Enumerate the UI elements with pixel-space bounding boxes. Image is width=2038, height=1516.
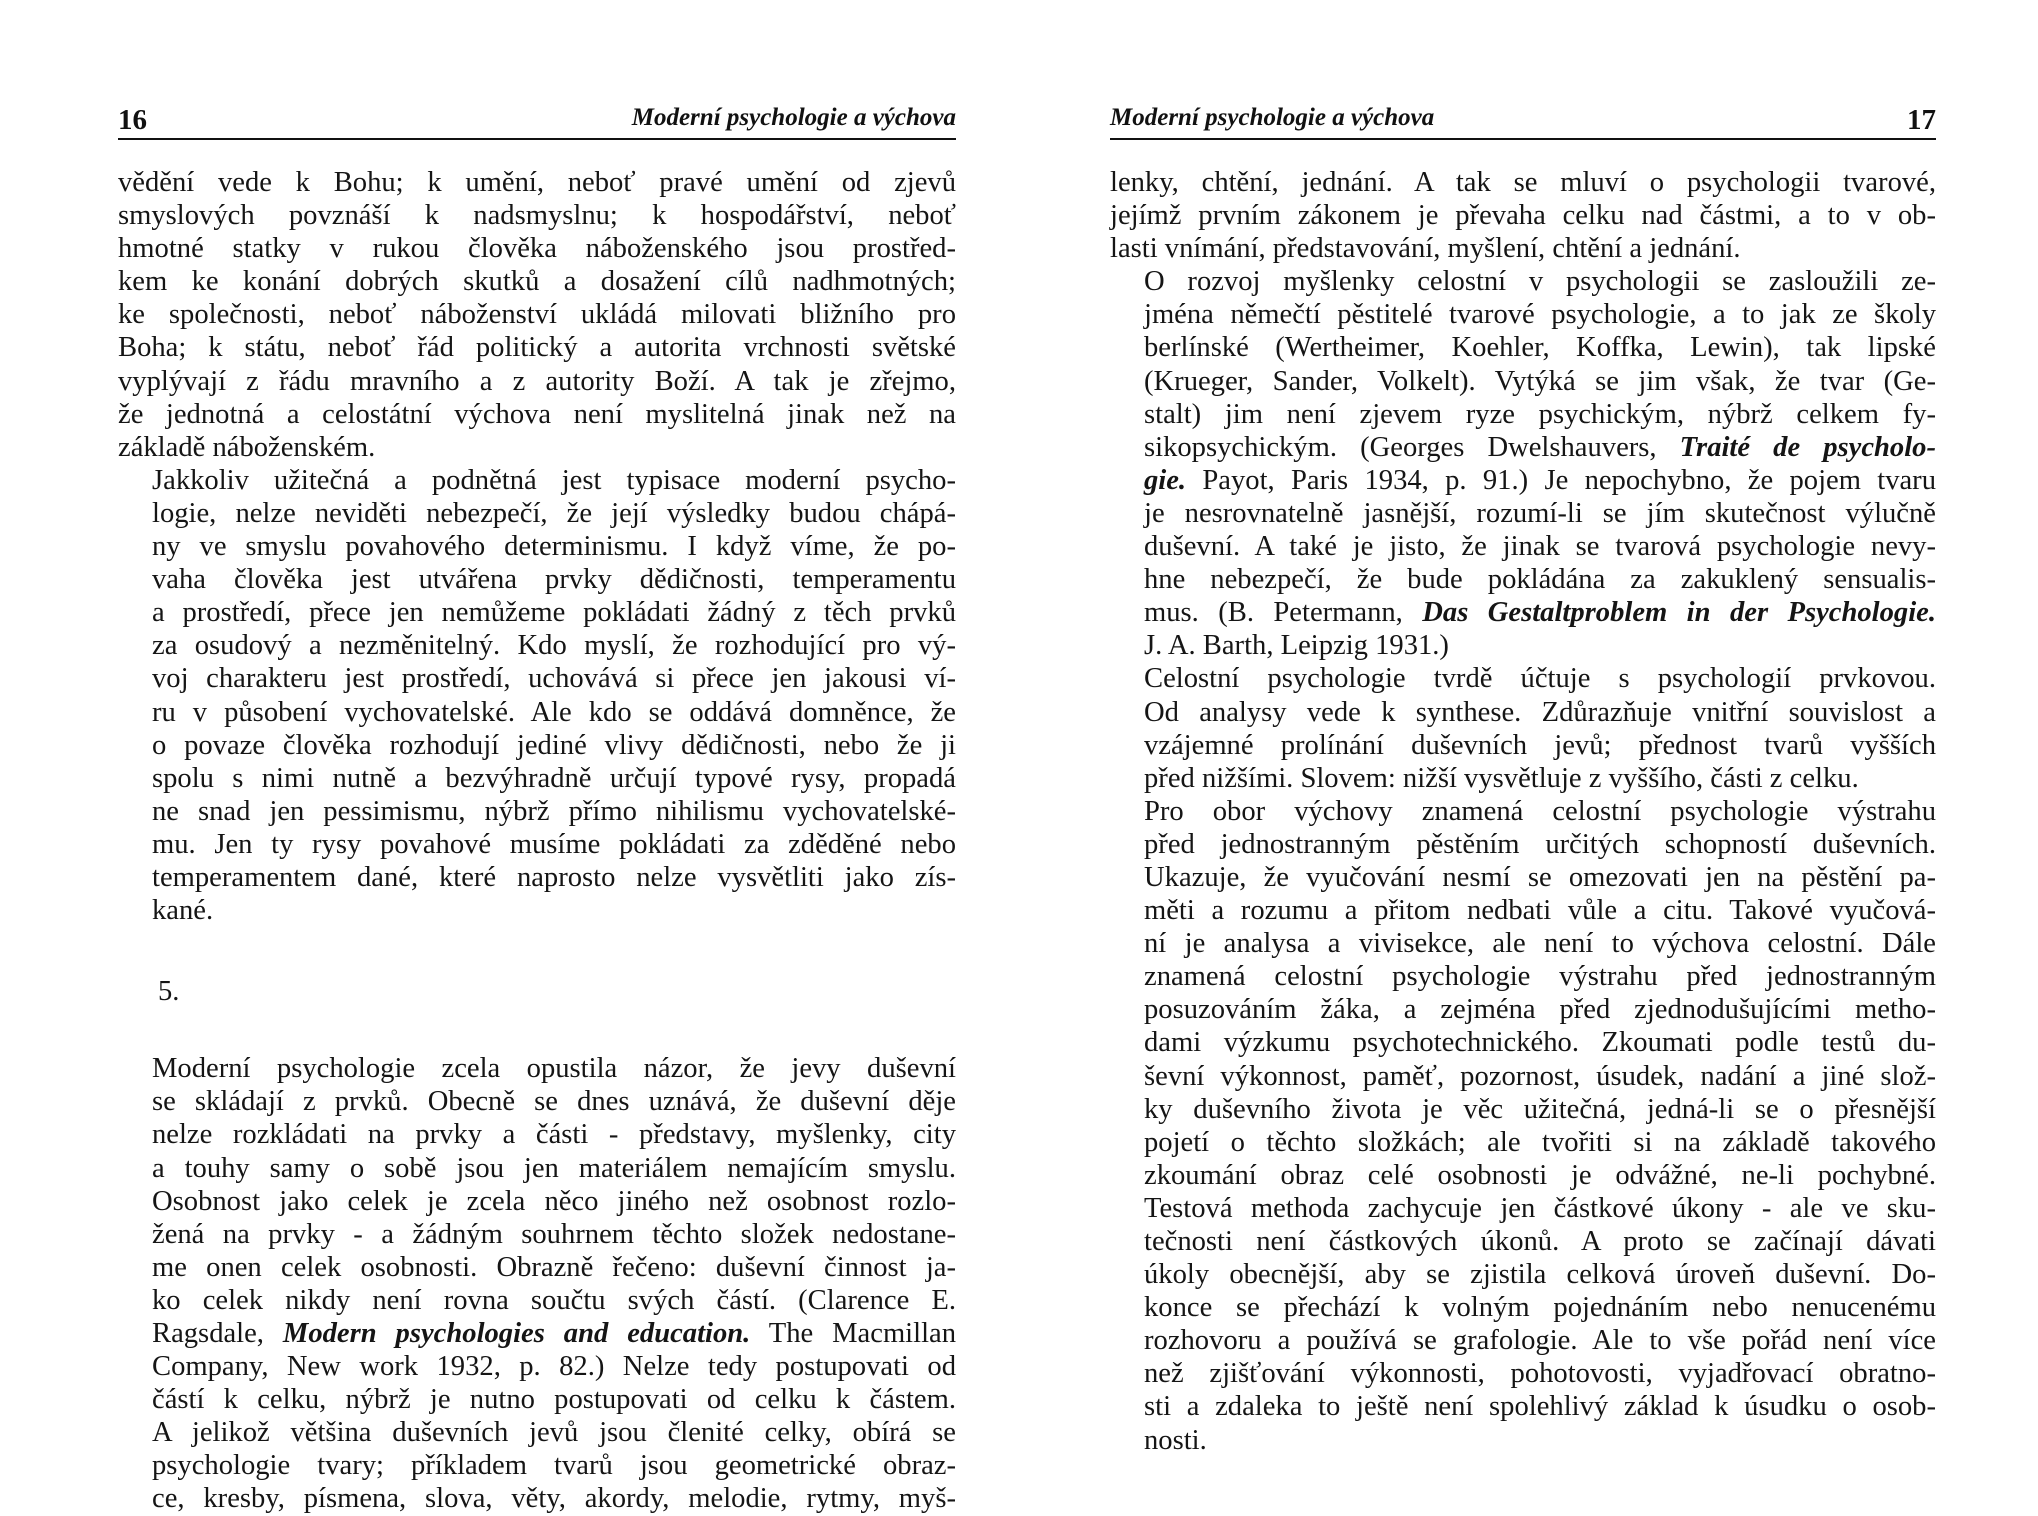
text-line: a touhy samy o sobě jsou jen materiálem nemajícím smyslu. bbox=[152, 1152, 956, 1184]
text-line: O rozvoj myšlenky celostní v psychologii se zasloužili ze- bbox=[1144, 266, 1936, 298]
right-page bbox=[1110, 0, 1936, 1500]
text-line: měti a rozumu a přitom nedbati vůle a citu. Takové vyučová- bbox=[1144, 895, 1936, 927]
text-line: sti a zdaleka to ještě není spolehlivý základ k úsudku o osob- bbox=[1144, 1391, 1936, 1423]
left-paragraph-3 bbox=[118, 1052, 956, 1515]
left-page bbox=[118, 0, 957, 1515]
text-line: temperamentem dané, které naprosto nelze vysvětliti jako zís- bbox=[152, 861, 956, 893]
text-line: ny ve smyslu povahového determinismu. I když víme, že po- bbox=[152, 531, 956, 563]
text-line: Osobnost jako celek je zcela něco jiného než osobnost rozlo- bbox=[152, 1185, 956, 1217]
text-line: žená na prvky - a žádným souhrnem těchto složek nedostane- bbox=[152, 1218, 956, 1250]
right-running-head bbox=[1110, 104, 1936, 140]
citation-title: Traité de psycholo- bbox=[1679, 431, 1936, 463]
text-line: před jednostranným pěstěním určitých schopností duševních. bbox=[1144, 828, 1936, 860]
text-line-with-citation bbox=[1110, 596, 1936, 629]
right-paragraph-4 bbox=[1110, 795, 1936, 1457]
text-line: zkoumání obraz celé osobnosti je odvážné, ne-li pochybné. bbox=[1144, 1159, 1936, 1191]
text-line: se skládají z prvků. Obecně se dnes uznává, že duševní děje bbox=[152, 1086, 956, 1118]
text-line: Celostní psychologie tvrdě účtuje s psychologií prvkovou. bbox=[1144, 663, 1936, 695]
text-line: lenky, chtění, jednání. A tak se mluví o psychologii tvarové, bbox=[1110, 167, 1936, 198]
right-paragraph-3 bbox=[1110, 662, 1936, 794]
text-fragment: sikopsychickým. (Georges Dwelshauvers, bbox=[1144, 431, 1680, 463]
text-line: než zjišťování výkonnosti, pohotovosti, vyjadřovací obratno- bbox=[1144, 1358, 1936, 1390]
text-line: a prostředí, přece jen nemůžeme pokládati žádný z těch prvků bbox=[152, 597, 956, 629]
text-line-with-citation bbox=[118, 1317, 956, 1350]
text-line: vaha člověka jest utvářena prvky dědičnosti, temperamentu bbox=[152, 564, 956, 596]
text-line: ní je analysa a vivisekce, ale není to výchova celostní. Dále bbox=[1144, 928, 1936, 960]
citation-title: Modern psychologies and education. bbox=[282, 1318, 751, 1349]
right-paragraph-1 bbox=[1110, 166, 1936, 265]
text-line: lasti vnímání, představování, myšlení, chtění a jednání. bbox=[1110, 233, 1741, 265]
text-line: ko celek nikdy není rovna součtu svých částí. (Clarence E. bbox=[152, 1284, 956, 1316]
text-line: kem ke konání dobrých skutků a dosažení cílů nadhmotných; bbox=[118, 266, 956, 298]
text-line: o povaze člověka rozhodují jediné vlivy dědičnosti, nebo že ji bbox=[152, 729, 956, 761]
text-fragment: mus. (B. Petermann, bbox=[1144, 597, 1423, 629]
text-line: Testová methoda zachycuje jen částkové úkony - ale ve sku- bbox=[1144, 1192, 1936, 1224]
text-line: tečnosti není částkových úkonů. A proto se začínají dávati bbox=[1144, 1226, 1936, 1257]
right-body-text bbox=[1110, 166, 1936, 1457]
text-line: částí k celku, nýbrž je nutno postupovati od celku k částem. bbox=[152, 1384, 956, 1416]
text-line: J. A. Barth, Leipzig 1931.) bbox=[1144, 630, 1449, 662]
right-paragraph-2 bbox=[1110, 265, 1936, 662]
text-line: ke společnosti, neboť náboženství ukládá milovati bližního pro bbox=[118, 299, 956, 331]
section-number: 5. bbox=[158, 976, 180, 1008]
text-line: znamená celostní psychologie výstrahu před jednostranným bbox=[1144, 961, 1936, 993]
text-line: ky duševního života je věc užitečná, jedná-li se o přesnější bbox=[1144, 1093, 1936, 1125]
text-line: berlínské (Wertheimer, Koehler, Koffka, Lewin), tak lipské bbox=[1144, 332, 1936, 364]
text-line: Company, New work 1932, p. 82.) Nelze tedy postupovati od bbox=[152, 1351, 956, 1383]
text-line-with-citation bbox=[1110, 464, 1936, 497]
text-line: Ukazuje, že vyučování nesmí se omezovati jen na pěstění pa- bbox=[1144, 861, 1936, 893]
text-line: Pro obor výchovy znamená celostní psychologie výstrahu bbox=[1144, 795, 1936, 827]
text-line: nelze rozkládati na prvky a části - představy, myšlenky, city bbox=[152, 1119, 956, 1151]
text-line: Od analysy vede k synthese. Zdůrazňuje vnitřní souvislost a bbox=[1144, 696, 1936, 728]
text-line: kané. bbox=[152, 895, 214, 927]
text-line: úkoly obecnější, aby se zjistila celková úroveň duševní. Do- bbox=[1144, 1259, 1936, 1291]
text-line: voj charakteru jest prostředí, uchovává si přece jen jakousi ví- bbox=[152, 663, 956, 695]
text-line: Moderní psychologie zcela opustila názor, že jevy duševní bbox=[152, 1053, 956, 1085]
text-line: Jakkoliv užitečná a podnětná jest typisace moderní psycho- bbox=[152, 464, 956, 496]
text-line: smyslových povznáší k nadsmyslnu; k hospodářství, neboť bbox=[118, 200, 956, 232]
text-line: vědění vede k Bohu; k umění, neboť pravé umění od zjevů bbox=[118, 167, 956, 198]
text-line: pojetí o těchto složkách; ale tvořiti si na základě takového bbox=[1144, 1126, 1936, 1158]
text-line: dami výzkumu psychotechnického. Zkoumati podle testů du- bbox=[1144, 1027, 1936, 1059]
citation-title: Das Gestaltproblem in der Psychologie. bbox=[1422, 597, 1936, 629]
text-line: mu. Jen ty rysy povahové musíme pokládati za zděděné nebo bbox=[152, 828, 956, 860]
text-line: nosti. bbox=[1144, 1424, 1207, 1456]
text-line: (Krueger, Sander, Volkelt). Vytýká se jim však, že tvar (Ge- bbox=[1144, 365, 1936, 397]
text-line: vyplývají z řádu mravního a z autority Boží. A tak je zřejmo, bbox=[118, 365, 956, 397]
text-line: jména němečtí pěstitelé tvarové psychologie, a to jak ze školy bbox=[1144, 299, 1936, 331]
text-line: vzájemné prolínání duševních jevů; přednost tvarů vyšších bbox=[1144, 729, 1936, 761]
left-running-head bbox=[118, 104, 956, 140]
text-line: Boha; k státu, neboť řád politický a autorita vrchnosti světské bbox=[118, 332, 956, 364]
text-fragment: Ragsdale, bbox=[152, 1318, 283, 1349]
text-line: konce se přechází k volným pojednáním nebo nenucenému bbox=[1144, 1292, 1936, 1324]
text-line: ševní výkonnost, paměť, pozornost, úsudek, nadání a jiné slož- bbox=[1144, 1060, 1936, 1092]
text-line: jejímž prvním zákonem je převaha celku nad částmi, a to v ob- bbox=[1110, 200, 1936, 232]
right-running-title: Moderní psychologie a výchova bbox=[1110, 104, 1435, 131]
text-line: ne snad jen pessimismu, nýbrž přímo nihilismu vychovatelské- bbox=[152, 795, 956, 827]
text-line: ru v působení vychovatelské. Ale kdo se oddává domněnce, že bbox=[152, 696, 956, 728]
citation-title: gie. bbox=[1144, 464, 1187, 496]
left-page-number: 16 bbox=[118, 104, 147, 136]
text-line: je nesrovnatelně jasnější, rozumí-li se jím skutečnost výlučně bbox=[1144, 497, 1936, 529]
right-page-number: 17 bbox=[1907, 104, 1936, 136]
text-line: logie, nelze neviděti nebezpečí, že její výsledky budou chápá- bbox=[152, 497, 956, 529]
text-line: ce, kresby, písmena, slova, věty, akordy, melodie, rytmy, myš- bbox=[152, 1483, 956, 1515]
left-paragraph-1 bbox=[118, 166, 956, 464]
text-line: A jelikož většina duševních jevů jsou členité celky, obírá se bbox=[152, 1417, 956, 1449]
text-line: stalt) jim není zjevem ryze psychickým, nýbrž celkem fy- bbox=[1144, 398, 1936, 430]
text-line: me onen celek osobnosti. Obrazně řečeno: duševní činnost ja- bbox=[152, 1251, 956, 1283]
text-line: hmotné statky v rukou člověka náboženského jsou prostřed- bbox=[118, 233, 956, 265]
text-line: za osudový a nezměnitelný. Kdo myslí, že rozhodující pro vý- bbox=[152, 630, 956, 662]
text-line: rozhovoru a používá se grafologie. Ale to vše pořád není více bbox=[1144, 1325, 1936, 1357]
text-line: před nižšími. Slovem: nižší vysvětluje z vyššího, části z celku. bbox=[1144, 762, 1859, 794]
text-fragment: The Macmillan bbox=[750, 1318, 957, 1349]
text-line: základě náboženském. bbox=[118, 431, 376, 463]
text-line-with-citation bbox=[1110, 431, 1936, 464]
text-line: spolu s nimi nutně a bezvýhradně určují typové rysy, propadá bbox=[152, 762, 956, 794]
left-paragraph-2 bbox=[118, 464, 956, 927]
text-line: posuzováním žáka, a zejména před zjednodušujícími metho- bbox=[1144, 994, 1936, 1026]
text-line: psychologie tvary; příkladem tvarů jsou geometrické obraz- bbox=[152, 1450, 956, 1482]
text-line: hne nebezpečí, že bude pokládána za zakuklený sensualis- bbox=[1144, 564, 1936, 596]
text-line: duševní. A také je jisto, že jinak se tvarová psychologie nevy- bbox=[1144, 531, 1936, 563]
left-body-text bbox=[118, 166, 956, 1516]
text-line: že jednotná a celostátní výchova není myslitelná jinak než na bbox=[118, 398, 956, 430]
left-running-title: Moderní psychologie a výchova bbox=[631, 104, 956, 131]
text-fragment: Payot, Paris 1934, p. 91.) Je nepochybno, že pojem tvaru bbox=[1186, 464, 1936, 496]
